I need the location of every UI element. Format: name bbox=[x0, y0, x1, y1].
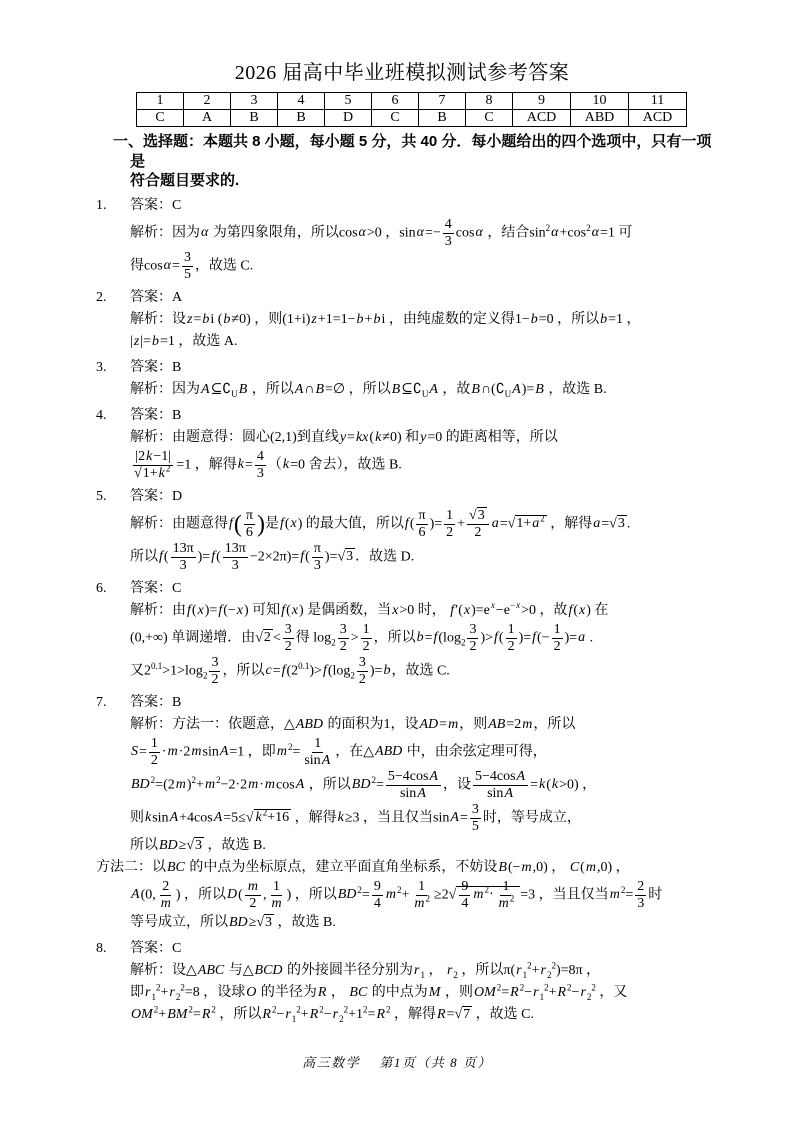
answer-line: 答案：D bbox=[130, 488, 183, 504]
answer-cell: C bbox=[372, 110, 419, 127]
question-3 bbox=[96, 357, 714, 401]
analysis-text: 解析：方法一：依题意，△ABD 的面积为1，设AD=m，则AB=2m，所以 S= $\frac{1}{2}$ ·m·2msinA=1 ，即$m^2=$ $\frac{1}{\sin A}$ ，在△ABD 中，由余弦定理可得， $BD^2=(2m)^2+m^2-2\cdot 2m\cdot mcosA$ ，所以$BD^2=$ $\frac{5-4\cos A}{\sin A}$ ，设 $\frac{5-4\cos A}{\sin A}$ =k(k>0) ， 则ksinA+4cosA=5≤√ $k^2+16$ ，解得k≥3 ，当且仅当sinA= $\frac{3}{5}$ 时，等号成立， 所以BD≥√3 ，故选 B. 方法二：以BC 的中点为坐标原点，建立平面直角坐标系，不妨设B(−m,0) ， C(m,0) ， A(0, $\frac{2}{m}$ ) ，所以D( $\frac{m}{2}$ , $\frac{1}{m}$ ) ，所以$BD^2=$ $\frac{9}{4}$ $m^2+$ $\frac{1}{m^2}$ ≥2√ $\frac{9}{4}$ $m^2\cdot$ $\frac{1}{m^2}$ =3 ，当且仅当$m^2=$ $\frac{2}{3}$ 时 等号成立，所以BD≥√3 ，故选 B. bbox=[96, 716, 663, 930]
question-no-cell: 5 bbox=[325, 93, 372, 110]
question-number: 6. bbox=[96, 580, 107, 596]
page-title: 2026 届高中毕业班模拟测试参考答案 bbox=[234, 62, 570, 84]
question-no-cell: 7 bbox=[419, 93, 466, 110]
answer-cell: B bbox=[419, 110, 466, 127]
page-content bbox=[96, 56, 714, 1030]
question-1 bbox=[96, 195, 714, 283]
question-no-cell: 6 bbox=[372, 93, 419, 110]
question-number: 5. bbox=[96, 488, 107, 504]
question-number: 4. bbox=[96, 407, 107, 423]
answer-line: 答案：C bbox=[130, 197, 182, 213]
answer-cell: D bbox=[325, 110, 372, 127]
question-7 bbox=[96, 692, 714, 934]
question-8 bbox=[96, 938, 714, 1026]
question-no-cell: 3 bbox=[231, 93, 278, 110]
answer-key-table bbox=[136, 92, 687, 127]
question-number: 7. bbox=[96, 694, 107, 710]
answer-cell: B bbox=[231, 110, 278, 127]
answer-cell: A bbox=[184, 110, 231, 127]
analysis-text: 解析：由题意得：圆心(2,1)到直线y=kx(k≠0) 和y=0 的距离相等，所以 $\frac{|2k-1|}{√1+k^2}$ =1 ，解得k= $\frac{4}{3}$ （k=0 舍去），故选 B. bbox=[130, 429, 558, 481]
answer-line: 答案：C bbox=[130, 580, 182, 596]
answer-cell: C bbox=[137, 110, 184, 127]
analysis-text: 解析：因为α 为第四象限角，所以cosα>0 ，sinα=− $\frac{4}{3}$ cosα ，结合$\sin^2\alpha+\cos^2\alpha=1$ 可 得cosα= $\frac{3}{5}$ ，故选 C. bbox=[130, 216, 633, 282]
question-number: 1. bbox=[96, 197, 107, 213]
analysis-text: 解析：由题意得f( $\frac{\pi}{6}$ )是f(x) 的最大值，所以f( $\frac{\pi}{6}$ )= $\frac{1}{2}$ + $\frac{√3}{2}$ $a=√1+a^2$ ，解得a=√3 . 所以f( $\frac{13\pi}{3}$ )=f( $\frac{13\pi}{3}$ −2×2π)=f( $\frac{\pi}{3}$ )=√3 ．故选 D. bbox=[130, 507, 631, 573]
analysis-text: 解析：设z=bi (b≠0) ，则(1+i)z+1=1−b+bi ，由纯虚数的定义得1−b=0 ，所以b=1 ， |z|=b=1 ，故选 A. bbox=[130, 311, 641, 349]
analysis-text: 解析：因为$A⊆∁_UB$ ，所以A∩B=∅ ，所以$B⊆∁_UA$ ，故$B\cap(∁_UA)=B$ ，故选 B. bbox=[130, 381, 607, 399]
answer-line: 答案：B bbox=[130, 694, 182, 710]
answer-cell: B bbox=[278, 110, 325, 127]
answer-cell: C bbox=[466, 110, 513, 127]
answer-line: 答案：B bbox=[130, 359, 182, 375]
question-6 bbox=[96, 578, 714, 688]
page-footer: 高三数学 第1页（共 8 页） bbox=[302, 1055, 492, 1070]
table-row-numbers bbox=[137, 93, 687, 110]
question-no-cell: 2 bbox=[184, 93, 231, 110]
table-row-answers bbox=[137, 110, 687, 127]
question-number: 8. bbox=[96, 940, 107, 956]
answer-cell: ABD bbox=[571, 110, 629, 127]
answer-line: 答案：A bbox=[130, 289, 183, 305]
analysis-text: 解析：由f(x)=f(−x) 可知f(x) 是偶函数，当x>0 时， $f'(x)=e^x-e^{-x}>0$ ，故f(x) 在 (0,+∞) 单调递增．由√2 < $\frac{3}{2}$ 得 $\log_2$ $\frac{3}{2}$ > $\frac{1}{2}$ ，所以$b=f(\log_2$ $\frac{3}{2}$ )>f( $\frac{1}{2}$ )=f(− $\frac{1}{2}$ )=a . 又$2^{0.1}>1>\log_2$ $\frac{3}{2}$ ，所以$c=f(2^{0.1})>f(\log_2$ $\frac{3}{2}$ )=b，故选 C. bbox=[130, 599, 609, 687]
question-number: 3. bbox=[96, 359, 107, 375]
question-no-cell: 11 bbox=[629, 93, 687, 110]
question-no-cell: 9 bbox=[513, 93, 571, 110]
analysis-text: 解析：设△ABC 与△BCD 的外接圆半径分别为$r_1$ ， $r_2$ ，所以$\pi(r_1^2+r_2^2)=8\pi$ ， 即$r_1^2+r_2^2=8$ ，设球O 的半径为R ， BC 的中点为M ，则$OM^2=R^2-r_1^2+R^2-r_2^2$ ，又 $OM^2+BM^2=R^2$ ，所以$R^2-r_1^2+R^2-r_2^2+1^2=R^2$ ，解得R=√7 ，故选 C. bbox=[130, 959, 628, 1024]
question-number: 2. bbox=[96, 289, 107, 305]
question-no-cell: 10 bbox=[571, 93, 629, 110]
question-no-cell: 4 bbox=[278, 93, 325, 110]
answer-line: 答案：C bbox=[130, 940, 182, 956]
section-heading: 一、选择题：本题共 8 小题，每小题 5 分，共 40 分．每小题给出的四个选项中，只有一项是 符合题目要求的. bbox=[113, 133, 712, 189]
answer-line: 答案：B bbox=[130, 407, 182, 423]
answer-cell: ACD bbox=[513, 110, 571, 127]
answer-cell: ACD bbox=[629, 110, 687, 127]
question-no-cell: 8 bbox=[466, 93, 513, 110]
question-2 bbox=[96, 287, 714, 353]
question-4 bbox=[96, 405, 714, 482]
question-no-cell: 1 bbox=[137, 93, 184, 110]
question-5 bbox=[96, 486, 714, 574]
